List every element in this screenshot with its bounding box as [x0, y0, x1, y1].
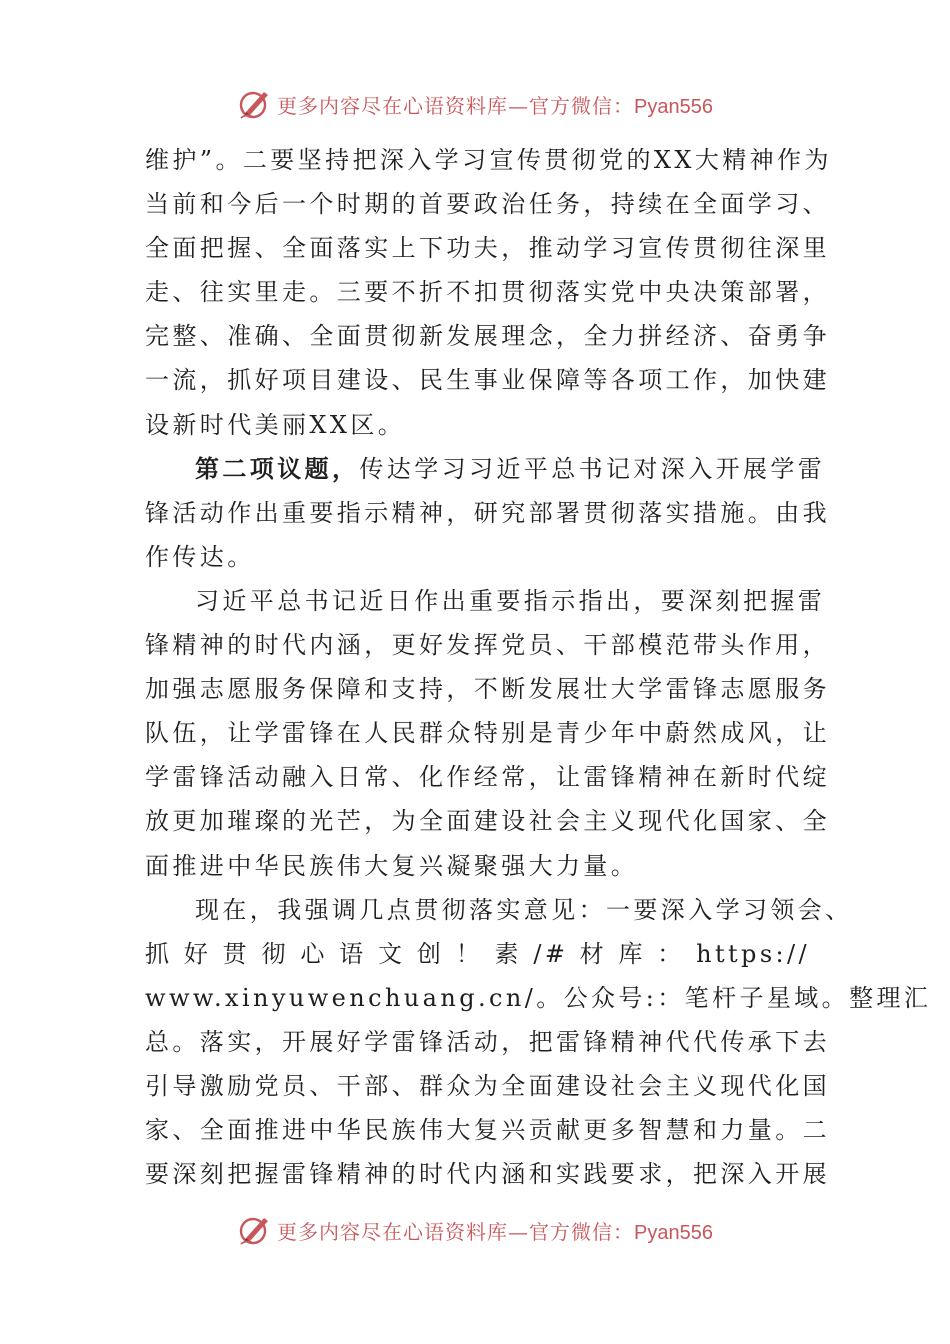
agenda-item-2-label: 第二项议题，: [195, 453, 360, 483]
text-line: 习近平总书记近日作出重要指示指出，要深刻把握雷: [195, 586, 826, 615]
text-line: 维护”。二要坚持把深入学习宣传贯彻党的XX大精神作为: [145, 146, 832, 174]
wechat-id: Pyan556: [634, 1221, 713, 1244]
pen-in-circle-logo-icon: [237, 86, 273, 122]
text-line: 全面把握、全面落实上下功夫，推动学习宣传贯彻往深里: [145, 234, 830, 263]
text-line: 走、往实里走。三要不折不扣贯彻落实党中央决策部署，: [145, 278, 830, 307]
banner-text: 更多内容尽在心语资料库—官方微信：Pyan556: [277, 1219, 713, 1244]
banner-text: 更多内容尽在心语资料库—官方微信：Pyan556: [277, 93, 713, 118]
text-line: 锋精神的时代内涵，更好发挥党员、干部模范带头作用，: [145, 631, 830, 660]
text-line: 一流，抓好项目建设、民生事业保障等各项工作，加快建: [145, 366, 830, 395]
text-line: 作传达。: [145, 542, 255, 571]
text-line: 学雷锋活动融入日常、化作经常，让雷锋精神在新时代绽: [145, 763, 830, 792]
text-line: 家、全面推进中华民族伟大复兴贡献更多智慧和力量。二: [145, 1116, 830, 1145]
text-line: 总。落实，开展好学雷锋活动，把雷锋精神代代传承下去: [145, 1027, 830, 1056]
text-span: 传达学习习近平总书记对深入开展学雷: [359, 454, 826, 483]
text-line: 锋活动作出重要指示精神，研究部署贯彻落实措施。由我: [145, 498, 830, 527]
text-line-with-url: www.xinyuwenchuang.cn/。公众号:：笔杆子星域。整理汇: [145, 983, 932, 1012]
text-line: 要深刻把握雷锋精神的时代内涵和实践要求，把深入开展: [145, 1160, 830, 1189]
footer-watermark-banner: [0, 1208, 950, 1252]
text-line: 设新时代美丽XX区。: [145, 410, 406, 439]
wechat-id: Pyan556: [634, 95, 713, 118]
pen-in-circle-logo-icon: [237, 1212, 273, 1248]
text-line: 现在，我强调几点贯彻落实意见：一要深入学习领会、: [195, 895, 853, 924]
header-watermark-banner: [0, 82, 950, 126]
text-line: 面推进中华民族伟大复兴凝聚强大力量。: [145, 851, 639, 880]
text-line: 完整、准确、全面贯彻新发展理念，全力拼经济、奋勇争: [145, 322, 830, 351]
document-body: [145, 138, 932, 1196]
text-line: 加强志愿服务保障和支持，不断发展壮大学雷锋志愿服务: [145, 675, 830, 704]
text-line: 放更加璀璨的光芒，为全面建设社会主义现代化国家、全: [145, 807, 830, 836]
text-line: 引导激励党员、干部、群众为全面建设社会主义现代化国: [145, 1071, 830, 1100]
text-line-with-url: 抓 好 贯 彻 心 语 文 创 ！ 素 /# 材 库 ： https://: [145, 939, 810, 968]
text-line: 当前和今后一个时期的首要政治任务，持续在全面学习、: [145, 190, 830, 219]
agenda-item-2-heading-line: [145, 447, 826, 491]
text-line: 队伍，让学雷锋在人民群众特别是青少年中蔚然成风，让: [145, 719, 830, 748]
